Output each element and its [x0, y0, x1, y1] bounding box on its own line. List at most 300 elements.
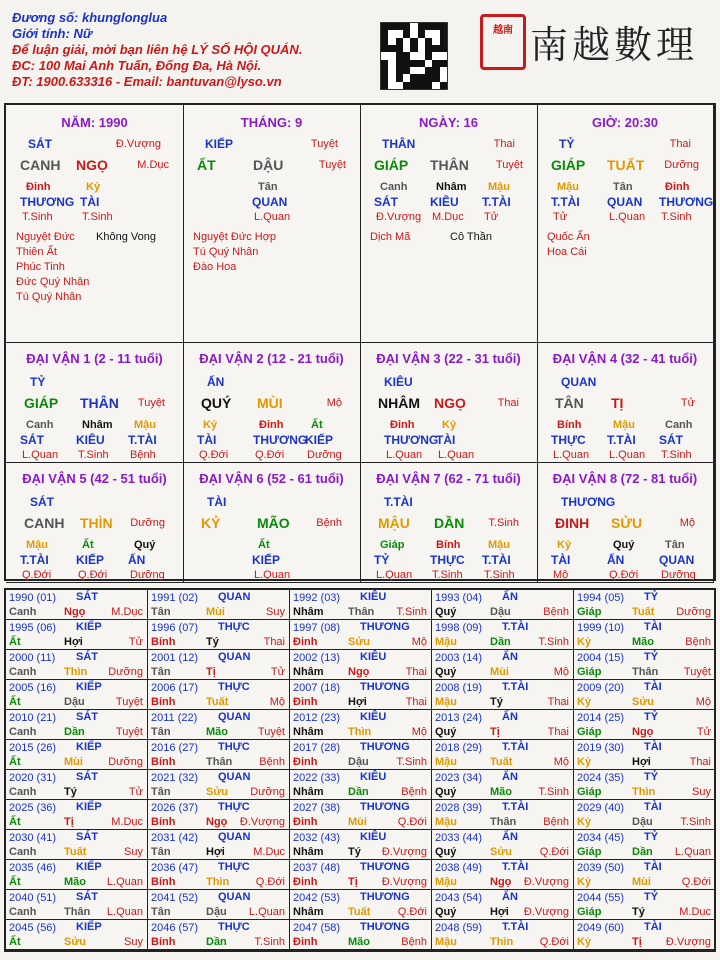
year-can: Giáp: [577, 606, 602, 618]
year-label: 2008 (19): [435, 682, 483, 694]
hidden-state: Q.Đới: [255, 449, 285, 461]
year-chi: Dậu: [64, 696, 85, 708]
year-cell: [6, 680, 148, 710]
dai-van-chi: NGỌ: [434, 395, 466, 411]
hidden-state: Tử: [484, 211, 499, 223]
year-chi: Thân: [64, 906, 91, 918]
year-god: T.TÀI: [502, 861, 529, 873]
year-can: Tân: [151, 846, 171, 858]
year-god: THỰC: [218, 801, 250, 813]
star: Tú Quý Nhân: [193, 246, 259, 258]
year-cell: [432, 770, 574, 800]
year-can: Quý: [435, 666, 457, 678]
hidden-state: Tử: [553, 211, 568, 223]
hidden-state: T.Sinh: [661, 211, 692, 223]
year-can: Nhâm: [293, 666, 324, 678]
hidden-god: TỶ: [374, 553, 390, 567]
year-state: Thai: [689, 756, 711, 768]
hidden-can: Mậu: [488, 539, 510, 551]
hidden-can: Kỷ: [557, 539, 572, 551]
hidden-state: Q.Đới: [22, 569, 52, 581]
pillar-top-god: SÁT: [28, 137, 52, 151]
year-state: Tuyệt: [115, 726, 143, 738]
pillar-chi: TUẤT: [607, 157, 645, 173]
year-can: Ất: [9, 816, 21, 828]
year-cell: [290, 590, 432, 620]
year-label: 2014 (25): [577, 712, 625, 724]
year-label: 2024 (35): [577, 772, 625, 784]
header-line-0: Đương số: khunglonglua: [12, 10, 168, 25]
hidden-god: T.TÀI: [607, 433, 636, 447]
year-label: 2025 (36): [9, 802, 57, 814]
year-can: Canh: [9, 846, 37, 858]
year-chi: Tị: [490, 726, 500, 738]
pillar-title: GIỜ: 20:30: [591, 115, 658, 130]
year-state: Q.Đới: [539, 846, 569, 858]
year-state: Mộ: [553, 666, 569, 678]
hidden-can: Canh: [665, 419, 693, 431]
star: Cô Thần: [450, 231, 492, 243]
year-chi: Hợi: [348, 696, 367, 708]
year-can: Kỷ: [577, 636, 592, 648]
hidden-god: T.TÀI: [20, 553, 49, 567]
year-can: Giáp: [577, 786, 602, 798]
year-cell: [290, 710, 432, 740]
year-state: Bệnh: [401, 936, 427, 948]
hidden-god: QUAN: [252, 195, 288, 209]
pillar-1: [183, 105, 361, 343]
year-cell: [148, 710, 290, 740]
header-line-3: ĐC: 100 Mai Anh Tuấn, Đống Đa, Hà Nội.: [12, 58, 262, 73]
year-god: ẤN: [502, 651, 518, 663]
hidden-can: Canh: [26, 419, 54, 431]
year-can: Tân: [151, 786, 171, 798]
year-chi: Thìn: [64, 666, 88, 678]
pillar-top-god: THÂN: [382, 137, 416, 151]
year-chi: Mão: [632, 636, 654, 648]
year-cell: [574, 650, 716, 680]
hidden-can: Quý: [134, 539, 156, 551]
hidden-god: THƯƠNG: [384, 433, 439, 447]
pillar-top-god: TỶ: [559, 137, 575, 151]
year-god: KIẾP: [76, 741, 102, 753]
year-label: 2034 (45): [577, 832, 625, 844]
hidden-god: QUAN: [607, 195, 643, 209]
year-label: 1990 (01): [9, 592, 57, 604]
dai-van-state: Mộ: [326, 397, 342, 409]
dai-van-top-god: QUAN: [561, 375, 597, 389]
year-label: 2011 (22): [151, 712, 198, 724]
hidden-can: Bính: [557, 419, 582, 431]
year-god: T.TÀI: [502, 741, 529, 753]
year-can: Nhâm: [293, 906, 324, 918]
year-label: 2020 (31): [9, 772, 57, 784]
year-god: KIẾP: [76, 921, 102, 933]
year-god: THỰC: [218, 621, 250, 633]
year-god: T.TÀI: [502, 681, 529, 693]
year-state: Đ.Vượng: [381, 876, 427, 888]
hidden-god: ẤN: [607, 553, 625, 567]
dai-van-top-god: TỶ: [30, 375, 46, 389]
dai-van-chi: SỬU: [611, 515, 643, 531]
year-state: Tử: [128, 786, 143, 798]
year-chi: Mùi: [632, 876, 651, 888]
year-state: Mộ: [411, 726, 427, 738]
year-label: 2003 (14): [435, 652, 483, 664]
dai-van-7: [360, 463, 538, 583]
hidden-state: L.Quan: [376, 569, 413, 581]
year-grid: [4, 588, 716, 952]
hidden-god: TÀI: [551, 553, 571, 567]
year-cell: [432, 830, 574, 860]
year-chi: Mùi: [348, 816, 367, 828]
year-god: THƯƠNG: [360, 801, 410, 813]
year-label: 1996 (07): [151, 622, 199, 634]
year-can: Kỷ: [577, 816, 592, 828]
year-god: THỰC: [218, 741, 250, 753]
year-state: Tử: [696, 726, 711, 738]
year-god: ẤN: [502, 771, 518, 783]
year-god: THỰC: [218, 861, 250, 873]
year-cell: [290, 740, 432, 770]
year-can: Bính: [151, 816, 176, 828]
year-state: L.Quan: [106, 906, 143, 918]
header: [0, 0, 720, 100]
year-chi: Mùi: [64, 756, 83, 768]
year-state: Bệnh: [685, 636, 711, 648]
year-chi: Thìn: [348, 726, 372, 738]
year-can: Quý: [435, 786, 457, 798]
year-god: SÁT: [76, 591, 98, 603]
year-state: Thai: [547, 726, 569, 738]
year-cell: [574, 890, 716, 920]
dai-van-5: [6, 463, 184, 583]
pillar-3: [537, 105, 714, 343]
hidden-state: T.Sinh: [432, 569, 463, 581]
header-info: [12, 10, 302, 90]
year-state: Mộ: [553, 756, 569, 768]
year-label: 2036 (47): [151, 862, 199, 874]
year-god: TÀI: [644, 681, 662, 693]
year-state: T.Sinh: [254, 936, 285, 948]
hidden-can: Bính: [436, 539, 461, 551]
pillar-chi-state: Tuyệt: [318, 159, 346, 171]
year-chi: Ngọ: [206, 816, 228, 828]
year-chi: Tuất: [348, 906, 371, 918]
pillar-can: ẤT: [197, 157, 216, 173]
year-god: THƯƠNG: [360, 741, 410, 753]
year-chi: Tý: [632, 906, 645, 918]
year-cell: [148, 620, 290, 650]
dai-van-3: [360, 343, 538, 463]
hidden-can: Mậu: [613, 419, 635, 431]
year-can: Giáp: [577, 666, 602, 678]
pillar-top-state: Tuyệt: [310, 138, 338, 150]
year-god: TỶ: [644, 711, 659, 723]
header-line-4: ĐT: 1900.633316 - Email: bantuvan@lyso.vn: [12, 74, 282, 89]
year-label: 2013 (24): [435, 712, 483, 724]
year-chi: Sửu: [64, 936, 87, 948]
hidden-state: T.Sinh: [661, 449, 692, 461]
year-state: Suy: [124, 846, 143, 858]
year-cell: [574, 710, 716, 740]
pillar-title: NGÀY: 16: [419, 115, 478, 130]
year-label: 2039 (50): [577, 862, 625, 874]
year-cell: [6, 920, 148, 950]
year-can: Giáp: [577, 726, 602, 738]
dai-van-chi: THÂN: [80, 395, 119, 411]
dai-van-can: ĐINH: [555, 515, 590, 531]
year-can: Canh: [9, 606, 37, 618]
year-state: Dưỡng: [250, 786, 285, 798]
year-chi: Hợi: [206, 846, 225, 858]
year-cell: [6, 890, 148, 920]
hidden-god: KIẾP: [252, 553, 281, 567]
year-state: Thai: [405, 696, 427, 708]
year-can: Mậu: [435, 696, 457, 708]
year-label: 2030 (41): [9, 832, 57, 844]
year-cell: [574, 770, 716, 800]
year-state: L.Quan: [106, 876, 143, 888]
year-chi: Tuất: [64, 846, 87, 858]
year-god: THƯƠNG: [360, 861, 410, 873]
header-line-1: Giới tính: Nữ: [12, 26, 93, 41]
dai-van-title: ĐẠI VẬN 1 (2 - 11 tuổi): [26, 351, 163, 366]
pillar-can: CANH: [20, 157, 61, 173]
pillar-chi: THÂN: [430, 157, 469, 173]
year-state: Q.Đới: [397, 906, 427, 918]
year-cell: [574, 920, 716, 950]
hidden-god: T.TÀI: [551, 195, 580, 209]
hidden-state: L.Quan: [553, 449, 590, 461]
year-cell: [432, 590, 574, 620]
hidden-can: Tân: [665, 539, 685, 551]
year-can: Quý: [435, 726, 457, 738]
year-can: Nhâm: [293, 786, 324, 798]
hidden-god: ẤN: [128, 553, 146, 567]
year-chi: Dậu: [632, 816, 653, 828]
year-god: TỶ: [644, 831, 659, 843]
year-god: KIÊU: [360, 711, 387, 723]
year-label: 2000 (11): [9, 652, 56, 664]
year-chi: Tuất: [206, 696, 229, 708]
year-cell: [290, 650, 432, 680]
year-god: ẤN: [502, 831, 518, 843]
year-god: THƯƠNG: [360, 921, 410, 933]
dai-van-top-god: ẤN: [207, 375, 225, 389]
hidden-god: T.TÀI: [128, 433, 157, 447]
year-label: 2023 (34): [435, 772, 483, 784]
year-can: Giáp: [577, 846, 602, 858]
year-cell: [148, 590, 290, 620]
hidden-can: Kỷ: [86, 181, 101, 193]
star: Thiên Ất: [16, 246, 57, 258]
year-label: 2012 (23): [293, 712, 341, 724]
hidden-state: T.Sinh: [22, 211, 53, 223]
year-chi: Dần: [490, 636, 511, 648]
hidden-god: THỰC: [551, 433, 586, 447]
hidden-can: Tân: [613, 181, 633, 193]
hidden-state: T.Sinh: [484, 569, 515, 581]
year-cell: [574, 830, 716, 860]
year-cell: [148, 920, 290, 950]
hidden-can: Nhâm: [436, 181, 467, 193]
year-god: KIÊU: [360, 831, 387, 843]
year-label: 1992 (03): [293, 592, 341, 604]
year-cell: [432, 890, 574, 920]
pillar-can: GIÁP: [374, 157, 409, 173]
year-state: M.Dục: [111, 816, 143, 828]
hidden-can: Ất: [82, 539, 94, 551]
year-cell: [6, 710, 148, 740]
hidden-god: THƯƠNG: [659, 195, 714, 209]
year-chi: Sửu: [206, 786, 229, 798]
hidden-can: Kỷ: [203, 419, 218, 431]
star: Nguyệt Đức: [16, 231, 75, 243]
star: Dịch Mã: [370, 231, 411, 243]
year-state: Tuyệt: [257, 726, 285, 738]
hidden-god: SÁT: [659, 433, 683, 447]
seal-text: 越南: [493, 25, 513, 36]
chart-main: [4, 103, 716, 581]
hidden-god: THƯƠNG: [20, 195, 75, 209]
dai-van-can: MẬU: [378, 515, 410, 531]
year-state: Dưỡng: [108, 756, 143, 768]
dai-van-8: [537, 463, 714, 583]
dai-van-top-god: T.TÀI: [384, 495, 413, 509]
year-chi: Mão: [490, 786, 512, 798]
hidden-god: TÀI: [436, 433, 456, 447]
hidden-can: Mậu: [134, 419, 156, 431]
year-chi: Hợi: [490, 906, 509, 918]
dai-van-top-god: TÀI: [207, 495, 227, 509]
year-state: Q.Đới: [539, 936, 569, 948]
pillar-top-god: KIẾP: [205, 137, 234, 151]
year-label: 2033 (44): [435, 832, 483, 844]
year-label: 2028 (39): [435, 802, 483, 814]
year-state: L.Quan: [674, 846, 711, 858]
year-can: Canh: [9, 906, 37, 918]
year-state: Tử: [270, 666, 285, 678]
star: Tú Quý Nhân: [16, 291, 82, 303]
dai-van-2: [183, 343, 361, 463]
year-chi: Thìn: [490, 936, 514, 948]
brand-logo: 南越數理: [530, 23, 699, 67]
year-chi: Tý: [206, 636, 219, 648]
year-god: KIẾP: [76, 681, 102, 693]
year-state: Mộ: [269, 696, 285, 708]
star: Quốc Ấn: [547, 231, 590, 243]
year-state: Q.Đới: [681, 876, 711, 888]
year-label: 1998 (09): [435, 622, 483, 634]
year-chi: Hợi: [632, 756, 651, 768]
hidden-state: L.Quan: [254, 569, 291, 581]
year-state: Thai: [547, 696, 569, 708]
year-state: Bệnh: [543, 606, 569, 618]
year-can: Ất: [9, 636, 21, 648]
hidden-god: KIÊU: [76, 433, 105, 447]
year-god: THỰC: [218, 921, 250, 933]
year-label: 2035 (46): [9, 862, 57, 874]
hidden-can: Mậu: [488, 181, 510, 193]
dai-van-title: ĐẠI VẬN 6 (52 - 61 tuổi): [199, 471, 344, 486]
year-chi: Mùi: [490, 666, 509, 678]
dai-van-title: ĐẠI VẬN 5 (42 - 51 tuổi): [22, 471, 167, 486]
year-chi: Ngọ: [490, 876, 512, 888]
year-chi: Tị: [206, 666, 216, 678]
year-label: 1995 (06): [9, 622, 57, 634]
year-god: ẤN: [502, 711, 518, 723]
year-god: SÁT: [76, 651, 98, 663]
year-label: 2015 (26): [9, 742, 57, 754]
hidden-can: Nhâm: [82, 419, 113, 431]
year-can: Bính: [151, 696, 176, 708]
star: Hoa Cái: [547, 246, 587, 258]
year-cell: [432, 650, 574, 680]
hidden-state: Dưỡng: [307, 449, 342, 461]
year-cell: [148, 800, 290, 830]
year-chi: Thân: [348, 606, 375, 618]
year-state: L.Quan: [248, 906, 285, 918]
year-chi: Dần: [632, 846, 653, 858]
hidden-state: Mộ: [553, 569, 569, 581]
year-chi: Dậu: [490, 606, 511, 618]
year-god: TỶ: [644, 891, 659, 903]
year-chi: Dần: [206, 936, 227, 948]
dai-van-can: TÂN: [555, 395, 584, 411]
year-state: Tử: [128, 636, 143, 648]
year-can: Mậu: [435, 876, 457, 888]
hidden-can: Ất: [258, 539, 270, 551]
hidden-can: Tân: [258, 181, 278, 193]
dai-van-top-god: THƯƠNG: [561, 495, 616, 509]
dai-van-state: Thai: [497, 397, 519, 409]
year-label: 2009 (20): [577, 682, 625, 694]
year-label: 2005 (16): [9, 682, 57, 694]
year-can: Ất: [9, 756, 21, 768]
year-label: 2038 (49): [435, 862, 483, 874]
year-can: Đinh: [293, 876, 318, 888]
year-can: Giáp: [577, 906, 602, 918]
year-cell: [6, 830, 148, 860]
hidden-can: Canh: [380, 181, 408, 193]
hidden-can: Mậu: [557, 181, 579, 193]
year-state: Đ.Vượng: [381, 846, 427, 858]
year-chi: Sửu: [632, 696, 655, 708]
year-can: Nhâm: [293, 726, 324, 738]
year-label: 2041 (52): [151, 892, 199, 904]
hidden-can: Quý: [613, 539, 635, 551]
year-cell: [6, 620, 148, 650]
year-god: TỶ: [644, 651, 659, 663]
year-chi: Tuất: [632, 606, 655, 618]
star: Đào Hoa: [193, 261, 237, 273]
year-chi: Tị: [64, 816, 74, 828]
pillar-top-state: Thai: [669, 138, 691, 150]
hidden-god: THỰC: [430, 553, 465, 567]
pillar-chi-state: M.Dục: [137, 159, 169, 171]
year-cell: [290, 920, 432, 950]
year-chi: Thân: [632, 666, 659, 678]
dai-van-can: GIÁP: [24, 395, 59, 411]
year-cell: [432, 920, 574, 950]
dai-van-state: Bệnh: [316, 517, 342, 529]
dai-van-title: ĐẠI VẬN 4 (32 - 41 tuổi): [552, 351, 698, 366]
dai-van-chi: MÙI: [257, 395, 283, 411]
year-label: 2004 (15): [577, 652, 625, 664]
year-can: Bính: [151, 876, 176, 888]
year-state: Đ.Vượng: [665, 936, 711, 948]
